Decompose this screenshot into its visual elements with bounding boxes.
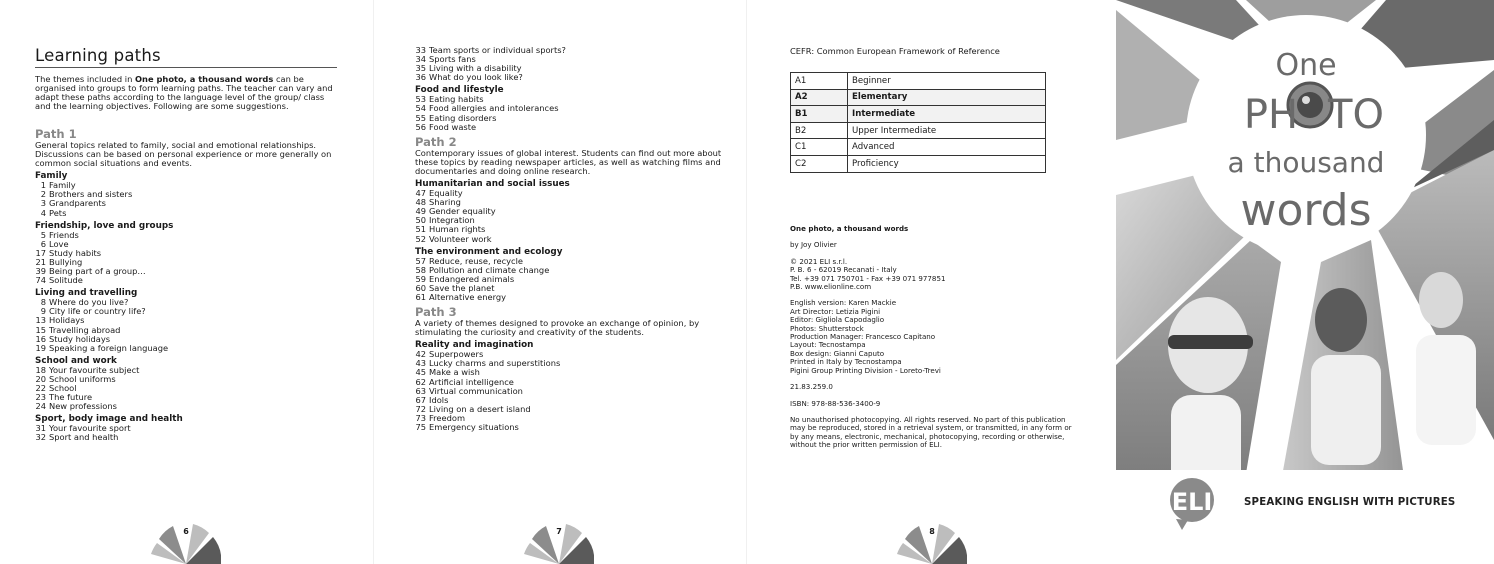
- cover-title-to: TO: [1328, 92, 1384, 138]
- credits-book-title: One photo, a thousand words: [790, 224, 909, 233]
- item-number: 57: [415, 255, 426, 266]
- item-label: Study holidays: [49, 333, 111, 344]
- item-label: Travelling abroad: [49, 324, 121, 335]
- list-item: [35, 199, 335, 208]
- list-item: [35, 209, 335, 218]
- item-number: 9: [40, 306, 46, 317]
- list-item: [415, 423, 735, 432]
- item-label: Speaking a foreign language: [49, 342, 169, 353]
- item-label: Superpowers: [429, 349, 484, 360]
- credit-line: Production Manager: Francesco Capitano: [790, 332, 936, 342]
- credit-line: English version: Karen Mackie: [790, 298, 897, 308]
- item-label: Alternative energy: [429, 291, 507, 302]
- path-3-description: A variety of themes designed to provoke an exchange of opinion, by stimulating the curiosity and creativity of the students.: [415, 318, 700, 338]
- item-label: Endangered animals: [429, 273, 515, 284]
- vr-visor: [1168, 335, 1253, 349]
- section-list: [35, 181, 335, 217]
- section-title: Sport, body image and health: [35, 414, 183, 425]
- item-number: 24: [35, 401, 46, 412]
- item-number: 45: [415, 367, 426, 378]
- item-number: 52: [415, 233, 426, 244]
- item-number: 51: [415, 224, 426, 235]
- item-label: Human rights: [429, 224, 486, 235]
- credits-author: by Joy Olivier: [790, 240, 837, 250]
- food-list: [415, 95, 735, 131]
- item-label: Grandparents: [49, 198, 106, 209]
- item-label: Make a wish: [429, 367, 480, 378]
- item-number: 15: [35, 324, 46, 335]
- item-label: School uniforms: [49, 373, 116, 384]
- item-label: Sharing: [429, 197, 461, 208]
- item-number: 73: [415, 412, 426, 423]
- item-label: School: [49, 382, 77, 393]
- item-number: 3: [40, 198, 46, 209]
- item-label: Your favourite subject: [49, 364, 140, 375]
- list-item: [415, 387, 735, 396]
- list-item: [35, 344, 335, 353]
- woman-head: [1315, 288, 1367, 352]
- item-label: Where do you live?: [49, 297, 129, 308]
- section-list: [35, 424, 335, 442]
- list-item: [415, 123, 735, 132]
- cefr-row: [791, 122, 1046, 139]
- item-label: Team sports or individual sports?: [429, 45, 566, 55]
- environment-list: [415, 257, 735, 302]
- page-divider: [746, 0, 747, 564]
- item-label: Volunteer work: [429, 233, 492, 244]
- item-number: 74: [35, 275, 46, 286]
- page-7: [373, 0, 746, 564]
- page6-column: [35, 128, 335, 442]
- page-number: 8: [929, 527, 935, 536]
- list-item: [415, 235, 735, 244]
- item-label: Sports fans: [429, 54, 476, 65]
- woman-head: [1419, 272, 1463, 328]
- section-title: Friendship, love and groups: [35, 220, 174, 231]
- item-label: Lucky charms and superstitions: [429, 358, 561, 369]
- item-label: The future: [49, 392, 93, 403]
- credit-line: Box design: Gianni Caputo: [790, 348, 885, 358]
- cefr-title: CEFR: Common European Framework of Reference: [790, 46, 1000, 56]
- camera-lens-inner: [1297, 92, 1323, 118]
- item-label: Reduce, reuse, recycle: [429, 255, 524, 266]
- cefr-row: [791, 89, 1046, 106]
- item-number: 33: [415, 45, 426, 55]
- list-item: [35, 231, 335, 240]
- credit-line: Pigini Group Printing Division - Loreto-Trevi: [790, 365, 941, 375]
- item-label: Holidays: [49, 315, 85, 326]
- credits-code: 21.83.259.0: [790, 382, 833, 392]
- page-number: 6: [183, 527, 189, 536]
- item-label: Eating disorders: [429, 112, 497, 123]
- item-label: Virtual communication: [429, 385, 523, 396]
- lab-coat: [1311, 355, 1381, 465]
- item-number: 48: [415, 197, 426, 208]
- item-number: 17: [35, 247, 46, 258]
- item-label: Artificial intelligence: [429, 376, 514, 387]
- credit-line: Photos: Shutterstock: [790, 323, 864, 333]
- item-label: Food waste: [429, 121, 477, 132]
- section-environment-title: The environment and ecology: [415, 246, 563, 257]
- cefr-cell-level: C2: [791, 155, 848, 172]
- list-item: [415, 293, 735, 302]
- intro-paragraph: The themes included in One photo, a thousand words can be organised into groups to form learning paths. The teacher can vary and adapt these paths according to the language level of the group/ class and the learning objectives. Following are some suggestions.: [35, 74, 333, 112]
- item-number: 4: [40, 207, 46, 218]
- item-number: 53: [415, 94, 426, 105]
- section-list: [35, 298, 335, 353]
- cefr-table: [790, 72, 1046, 173]
- page-8: [746, 0, 1116, 564]
- item-label: Pets: [49, 207, 67, 218]
- item-label: Pollution and climate change: [429, 264, 550, 275]
- cover-tagline: SPEAKING ENGLISH WITH PICTURES: [1244, 497, 1456, 508]
- credits-publisher: [790, 258, 1080, 292]
- cefr-cell-level: B1: [791, 106, 848, 123]
- item-number: 61: [415, 291, 426, 302]
- item-number: 42: [415, 349, 426, 360]
- item-number: 55: [415, 112, 426, 123]
- page-title: Learning paths: [35, 46, 337, 68]
- item-number: 67: [415, 394, 426, 405]
- credits-isbn: ISBN: 978-88-536-3400-9: [790, 398, 881, 408]
- list-item: [35, 402, 335, 411]
- credits: [790, 225, 1080, 458]
- item-label: Living on a desert island: [429, 403, 531, 414]
- list-item: [35, 276, 335, 285]
- reality-list: [415, 350, 735, 432]
- item-number: 59: [415, 273, 426, 284]
- item-label: City life or country life?: [49, 306, 146, 317]
- item-label: What do you look like?: [429, 72, 523, 83]
- cefr-cell-name: Advanced: [848, 139, 1046, 156]
- credit-line: Art Director: Letizia Pigini: [790, 306, 881, 316]
- path-1-description: General topics related to family, social and emotional relationships. Discussions can be based on personal experience or more generally on common social situations and events.: [35, 140, 332, 169]
- item-number: 34: [415, 54, 426, 65]
- item-label: Bullying: [49, 256, 83, 267]
- list-item: [35, 433, 335, 442]
- camera-lens-glint: [1302, 96, 1310, 104]
- item-number: 23: [35, 392, 46, 403]
- section-title: School and work: [35, 355, 117, 366]
- path-3-heading: Path 3: [415, 305, 457, 320]
- path-2-description: Contemporary issues of global interest. Students can find out more about these topics by reading newspaper articles, as well as watching films and documentaries and doing online research.: [415, 147, 722, 176]
- item-number: 60: [415, 282, 426, 293]
- cefr-cell-level: C1: [791, 139, 848, 156]
- credit-line: Tel. +39 071 750701 - Fax +39 071 977851: [790, 273, 946, 283]
- item-label: Study habits: [49, 247, 102, 258]
- credit-line: Printed in Italy by Tecnostampa: [790, 357, 902, 367]
- item-number: 19: [35, 342, 46, 353]
- section-food-title: Food and lifestyle: [415, 85, 504, 96]
- item-number: 5: [40, 229, 46, 240]
- path-1-sections: [35, 171, 335, 442]
- lab-coat: [1416, 335, 1476, 445]
- item-label: Integration: [429, 215, 475, 226]
- cover-page: [1116, 0, 1494, 564]
- item-label: Living with a disability: [429, 63, 522, 74]
- page-divider: [373, 0, 374, 564]
- item-number: 13: [35, 315, 46, 326]
- item-number: 43: [415, 358, 426, 369]
- item-label: Equality: [429, 188, 463, 199]
- item-label: Solitude: [49, 275, 83, 286]
- cefr-row: [791, 155, 1046, 172]
- cefr-cell-level: B2: [791, 122, 848, 139]
- page-6: [0, 0, 373, 564]
- item-number: 49: [415, 206, 426, 217]
- list-item: [35, 375, 335, 384]
- item-number: 22: [35, 382, 46, 393]
- item-number: 72: [415, 403, 426, 414]
- continued-list: [415, 46, 735, 82]
- cefr-cell-name: Elementary: [848, 89, 1046, 106]
- item-number: 6: [40, 238, 46, 249]
- credit-line: P.B. www.elionline.com: [790, 282, 872, 292]
- page-number: 7: [556, 527, 562, 536]
- cefr-cell-name: Beginner: [848, 73, 1046, 90]
- item-number: 2: [40, 189, 46, 200]
- bottom-band: [1116, 470, 1494, 564]
- list-item: [415, 73, 735, 82]
- item-number: 54: [415, 103, 426, 114]
- item-number: 21: [35, 256, 46, 267]
- item-label: Brothers and sisters: [49, 189, 133, 200]
- item-number: 36: [415, 72, 426, 83]
- path-2-heading: Path 2: [415, 134, 457, 149]
- cover-title-one: One: [1275, 48, 1337, 83]
- cefr-cell-level: A2: [791, 89, 848, 106]
- item-label: Being part of a group…: [49, 266, 146, 277]
- item-label: Eating habits: [429, 94, 484, 105]
- item-label: Friends: [49, 229, 79, 240]
- item-label: Idols: [429, 394, 449, 405]
- item-number: 35: [415, 63, 426, 74]
- item-number: 1: [40, 180, 46, 191]
- item-label: Emergency situations: [429, 422, 519, 432]
- item-number: 63: [415, 385, 426, 396]
- item-label: Your favourite sport: [49, 423, 131, 434]
- cefr-cell-name: Proficiency: [848, 155, 1046, 172]
- item-number: 8: [40, 297, 46, 308]
- eli-logo-text: ELI: [1171, 488, 1213, 516]
- section-list: [35, 231, 335, 286]
- item-label: New professions: [49, 401, 117, 412]
- cover-title-ph: PH: [1243, 92, 1299, 138]
- credit-line: P. B. 6 - 62019 Recanati - Italy: [790, 265, 897, 275]
- item-number: 56: [415, 121, 426, 132]
- page7-column: [415, 46, 735, 432]
- cefr-row: [791, 73, 1046, 90]
- credits-rights: No unauthorised photocopying. All rights reserved. No part of this publication may be reproduced, stored in a retrieval system, or transmitted, in any form or by any means, electronic, mechanical, photocopying, recording or otherwise, without the prior written permission of ELI.: [790, 414, 1072, 450]
- cefr-row: [791, 106, 1046, 123]
- list-item: [415, 189, 735, 198]
- humanitarian-list: [415, 189, 735, 244]
- item-number: 62: [415, 376, 426, 387]
- cover-title-words: words: [1240, 185, 1372, 236]
- item-label: Family: [49, 180, 76, 191]
- section-list: [35, 366, 335, 411]
- item-label: Food allergies and intolerances: [429, 103, 559, 114]
- cefr-cell-name: Upper Intermediate: [848, 122, 1046, 139]
- section-humanitarian-title: Humanitarian and social issues: [415, 179, 570, 190]
- item-number: 20: [35, 373, 46, 384]
- cefr-cell-level: A1: [791, 73, 848, 90]
- credit-line: Editor: Gigliola Capodaglio: [790, 315, 885, 325]
- cefr-row: [791, 139, 1046, 156]
- cover-title-thousand: a thousand: [1227, 146, 1385, 179]
- item-number: 50: [415, 215, 426, 226]
- item-number: 18: [35, 364, 46, 375]
- credits-staff: [790, 299, 1080, 375]
- path-1-heading: Path 1: [35, 127, 77, 141]
- item-label: Freedom: [429, 412, 466, 423]
- item-number: 16: [35, 333, 46, 344]
- item-label: Love: [49, 238, 69, 249]
- item-number: 75: [415, 422, 426, 432]
- item-label: Sport and health: [49, 432, 119, 443]
- item-number: 39: [35, 266, 46, 277]
- item-number: 58: [415, 264, 426, 275]
- item-label: Gender equality: [429, 206, 496, 217]
- credit-line: Layout: Tecnostampa: [790, 340, 866, 350]
- credit-line: © 2021 ELI s.r.l.: [790, 256, 848, 266]
- item-number: 31: [35, 423, 46, 434]
- cover-artwork: [1116, 0, 1494, 564]
- item-number: 32: [35, 432, 46, 443]
- section-title: Living and travelling: [35, 288, 138, 299]
- item-label: Save the planet: [429, 282, 495, 293]
- section-title: Family: [35, 171, 68, 182]
- section-reality-title: Reality and imagination: [415, 340, 534, 351]
- cefr-cell-name: Intermediate: [848, 106, 1046, 123]
- item-number: 47: [415, 188, 426, 199]
